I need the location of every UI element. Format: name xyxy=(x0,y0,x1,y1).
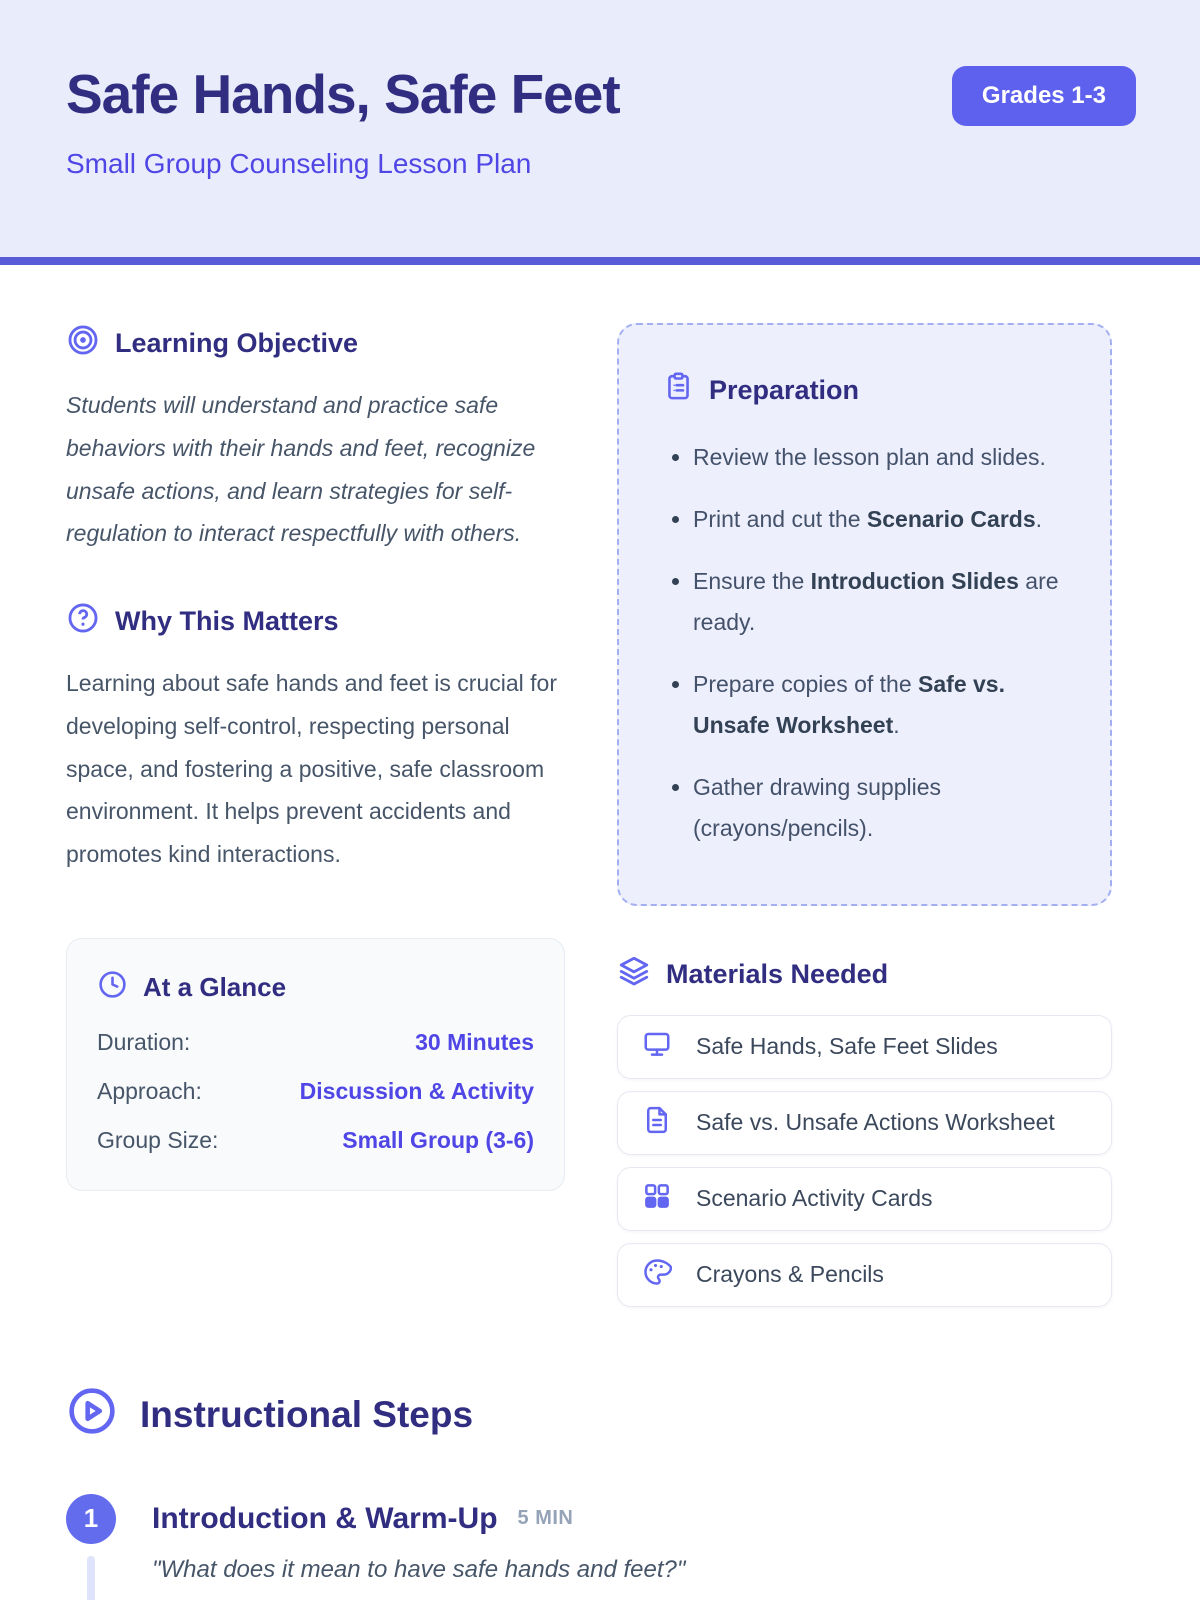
instructional-steps-section xyxy=(0,1319,1200,1584)
material-card-crayons xyxy=(617,1243,1112,1307)
material-card-worksheet xyxy=(617,1091,1112,1155)
step-number-wrap xyxy=(66,1494,116,1584)
why-this-matters-title: Why This Matters xyxy=(115,606,339,637)
at-a-glance-title: At a Glance xyxy=(143,972,287,1003)
materials-heading xyxy=(617,954,1112,995)
material-label: Crayons & Pencils xyxy=(696,1261,884,1287)
preparation-item: • Gather drawing supplies (crayons/pencils). xyxy=(693,767,1070,849)
main-content xyxy=(0,265,1200,1319)
at-a-glance-heading xyxy=(97,969,534,1007)
material-label: Safe vs. Unsafe Actions Worksheet xyxy=(696,1109,1055,1135)
page-subtitle: Small Group Counseling Lesson Plan xyxy=(66,148,532,179)
glance-label: Group Size: xyxy=(97,1126,219,1153)
materials-section xyxy=(617,954,1112,1307)
instructional-steps-title: Instructional Steps xyxy=(140,1394,474,1435)
glance-row-approach xyxy=(97,1078,534,1105)
cards-grid-icon xyxy=(642,1181,672,1216)
preparation-item: • Print and cut the Scenario Cards. xyxy=(693,499,1070,540)
step-content xyxy=(152,1494,685,1584)
glance-label: Approach: xyxy=(97,1077,202,1104)
grade-badge: Grades 1-3 xyxy=(952,66,1136,126)
left-column xyxy=(66,323,565,1319)
preparation-box xyxy=(617,323,1112,906)
material-card-cards xyxy=(617,1167,1112,1231)
glance-value: Discussion & Activity xyxy=(299,1077,534,1104)
palette-icon xyxy=(642,1257,672,1292)
why-this-matters-text: Learning about safe hands and feet is crucial for developing self-control, respecting personal space, and fostering a positive, safe classroom environment. It helps prevent accidents and promotes kind interactions. xyxy=(66,670,557,868)
learning-objective-title: Learning Objective xyxy=(115,328,359,358)
step-number-badge: 1 xyxy=(66,1494,116,1544)
why-this-matters-section xyxy=(66,601,565,876)
step-title: Introduction & Warm-Up xyxy=(152,1501,498,1535)
preparation-item: • Review the lesson plan and slides. xyxy=(693,437,1070,478)
glance-row-group-size xyxy=(97,1127,534,1154)
learning-objective-heading xyxy=(66,323,565,364)
instructional-steps-heading xyxy=(66,1385,1134,1446)
at-a-glance-card xyxy=(66,938,565,1191)
step-quote: "What does it mean to have safe hands and feet?" xyxy=(152,1555,686,1583)
step-1 xyxy=(66,1494,1134,1584)
material-label: Scenario Activity Cards xyxy=(696,1185,933,1211)
page-title: Safe Hands, Safe Feet xyxy=(66,63,620,125)
glance-value: Small Group (3-6) xyxy=(342,1126,534,1153)
step-duration: 5 MIN xyxy=(517,1507,574,1529)
preparation-list xyxy=(663,437,1070,849)
learning-objective-text: Students will understand and practice safe behaviors with their hands and feet, recognize unsafe actions, and learn strategies for self-regulation to interact respectfully with others. xyxy=(66,392,536,547)
preparation-title: Preparation xyxy=(709,374,860,405)
preparation-heading xyxy=(663,371,1070,409)
preparation-item: • Prepare copies of the Safe vs. Unsafe Worksheet. xyxy=(693,664,1070,746)
header-text xyxy=(66,58,620,180)
play-circle-icon xyxy=(66,1385,118,1446)
preparation-item: • Ensure the Introduction Slides are ready. xyxy=(693,561,1070,643)
glance-row-duration xyxy=(97,1029,534,1056)
glance-value: 30 Minutes xyxy=(415,1028,534,1055)
materials-title: Materials Needed xyxy=(666,958,889,989)
timeline-connector xyxy=(87,1556,95,1600)
clock-icon xyxy=(97,969,128,1007)
material-card-slides xyxy=(617,1015,1112,1079)
why-this-matters-heading xyxy=(66,601,565,642)
help-circle-icon xyxy=(66,601,100,642)
layers-icon xyxy=(617,954,651,995)
worksheet-icon xyxy=(642,1105,672,1140)
target-icon xyxy=(66,323,100,364)
material-label: Safe Hands, Safe Feet Slides xyxy=(696,1033,998,1059)
right-column xyxy=(617,323,1112,1319)
header xyxy=(0,0,1200,265)
glance-label: Duration: xyxy=(97,1028,191,1055)
monitor-icon xyxy=(642,1029,672,1064)
clipboard-icon xyxy=(663,371,694,409)
